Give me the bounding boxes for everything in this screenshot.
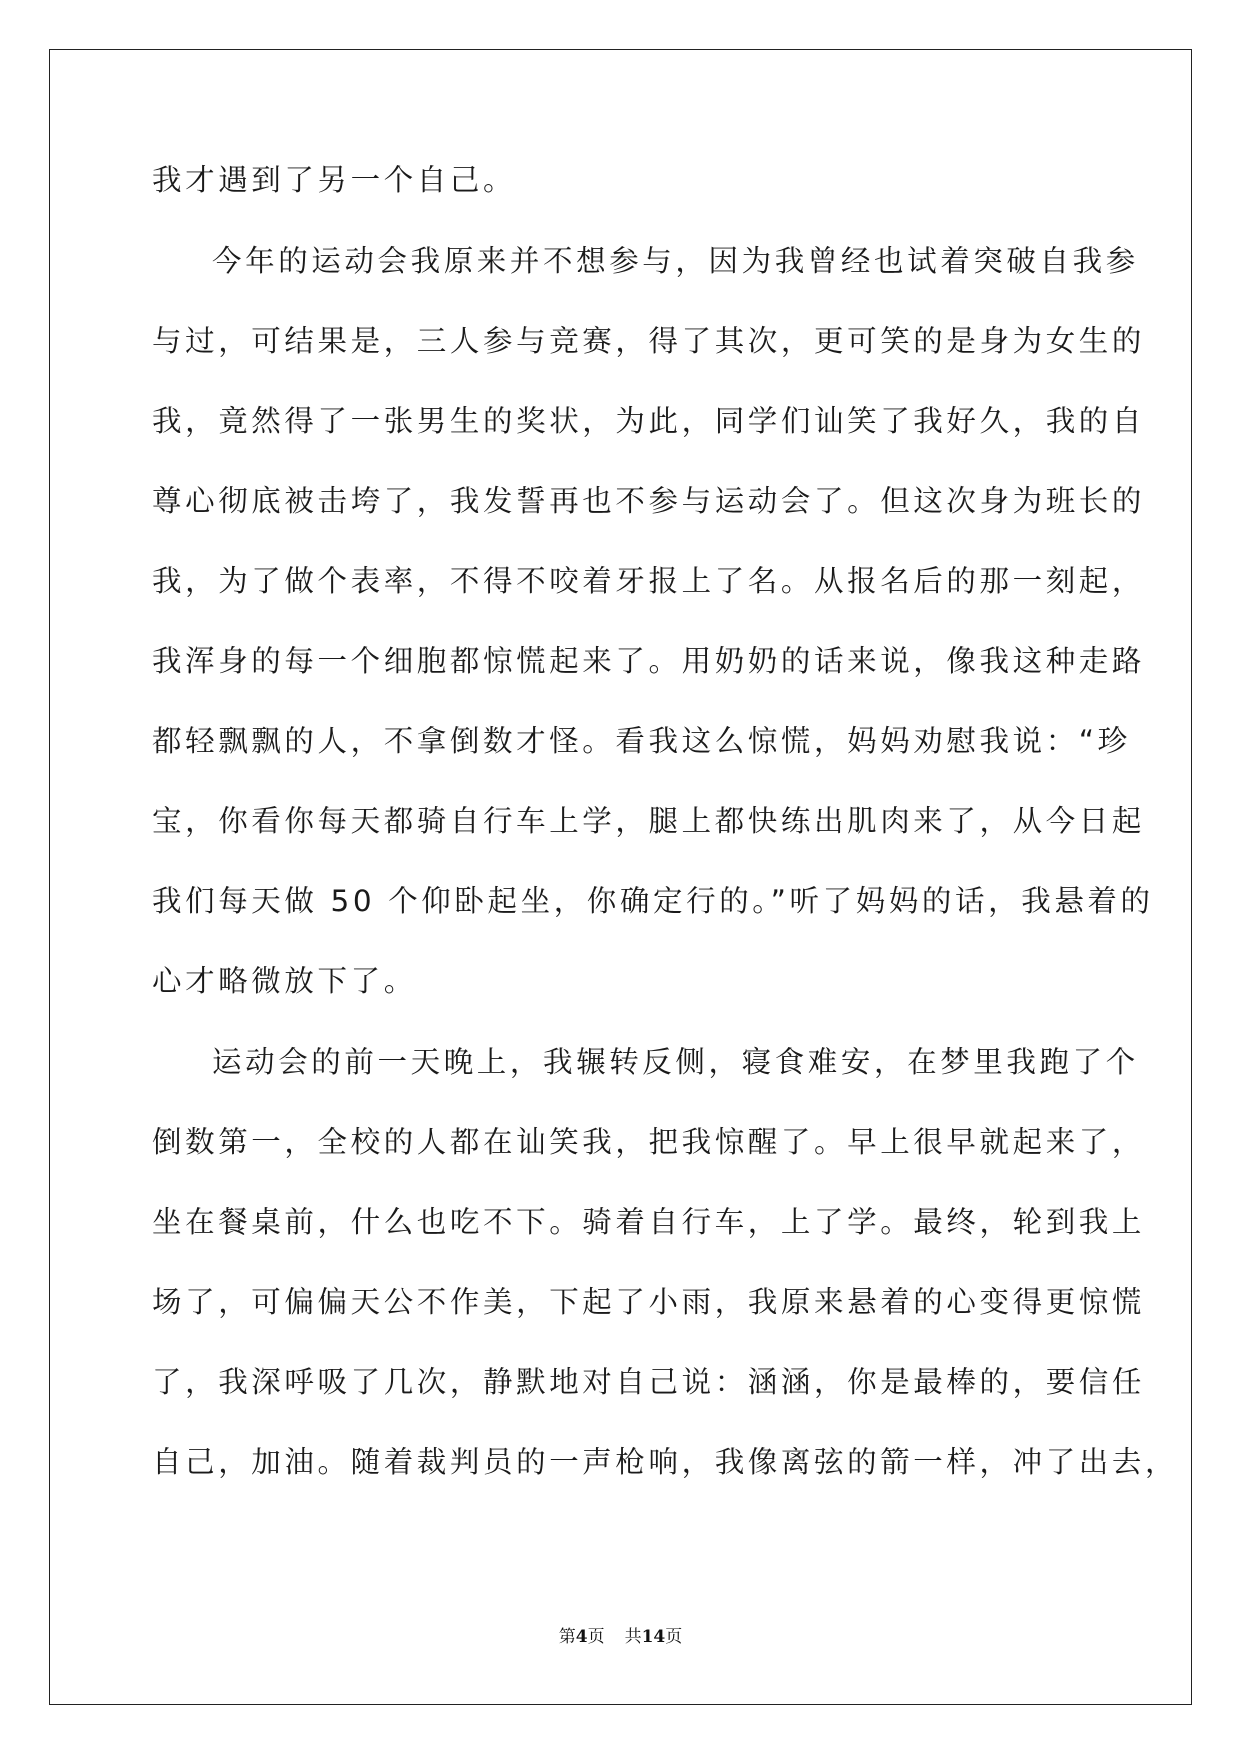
page-prefix: 第 [558,1627,576,1647]
total-suffix: 页 [665,1627,683,1647]
text-line-5: 尊心彻底被击垮了，我发誓再也不参与运动会了。但这次身为班长的 [152,484,1146,518]
text-line-13: 倒数第一，全校的人都在讪笑我，把我惊醒了。早上很早就起来了， [152,1125,1146,1159]
text-line-16: 了，我深呼吸了几次，静默地对自己说：涵涵，你是最棒的，要信任 [152,1365,1146,1399]
text-line-8: 都轻飘飘的人，不拿倒数才怪。看我这么惊慌，妈妈劝慰我说：“珍 [152,724,1131,758]
page-footer [0,1622,1241,1647]
text-line-10: 我们每天做 50 个仰卧起坐，你确定行的。”听了妈妈的话，我悬着的 [152,884,1154,918]
total-page-count: 14 [641,1627,666,1647]
text-line-4: 我，竟然得了一张男生的奖状，为此，同学们讪笑了我好久，我的自 [152,404,1146,438]
total-prefix: 共 [624,1627,642,1647]
text-line-9: 宝，你看你每天都骑自行车上学，腿上都快练出肌肉来了，从今日起 [152,804,1146,838]
current-page-number: 4 [575,1627,588,1647]
text-line-3: 与过，可结果是，三人参与竞赛，得了其次，更可笑的是身为女生的 [152,324,1146,358]
page-suffix: 页 [587,1627,605,1647]
text-line-14: 坐在餐桌前，什么也吃不下。骑着自行车，上了学。最终，轮到我上 [152,1205,1146,1239]
text-line-11: 心才略微放下了。 [152,964,417,998]
text-line-6: 我，为了做个表率，不得不咬着牙报上了名。从报名后的那一刻起， [152,564,1146,598]
text-line-15: 场了，可偏偏天公不作美，下起了小雨，我原来悬着的心变得更惊慌 [152,1285,1146,1319]
text-line-7: 我浑身的每一个细胞都惊慌起来了。用奶奶的话来说，像我这种走路 [152,644,1146,678]
text-line-2: 今年的运动会我原来并不想参与，因为我曾经也试着突破自我参 [212,244,1139,278]
text-line-12: 运动会的前一天晚上，我辗转反侧，寝食难安，在梦里我跑了个 [212,1045,1139,1079]
text-line-1: 我才遇到了另一个自己。 [152,163,517,197]
text-line-17: 自己，加油。随着裁判员的一声枪响，我像离弦的箭一样，冲了出去， [152,1445,1179,1479]
